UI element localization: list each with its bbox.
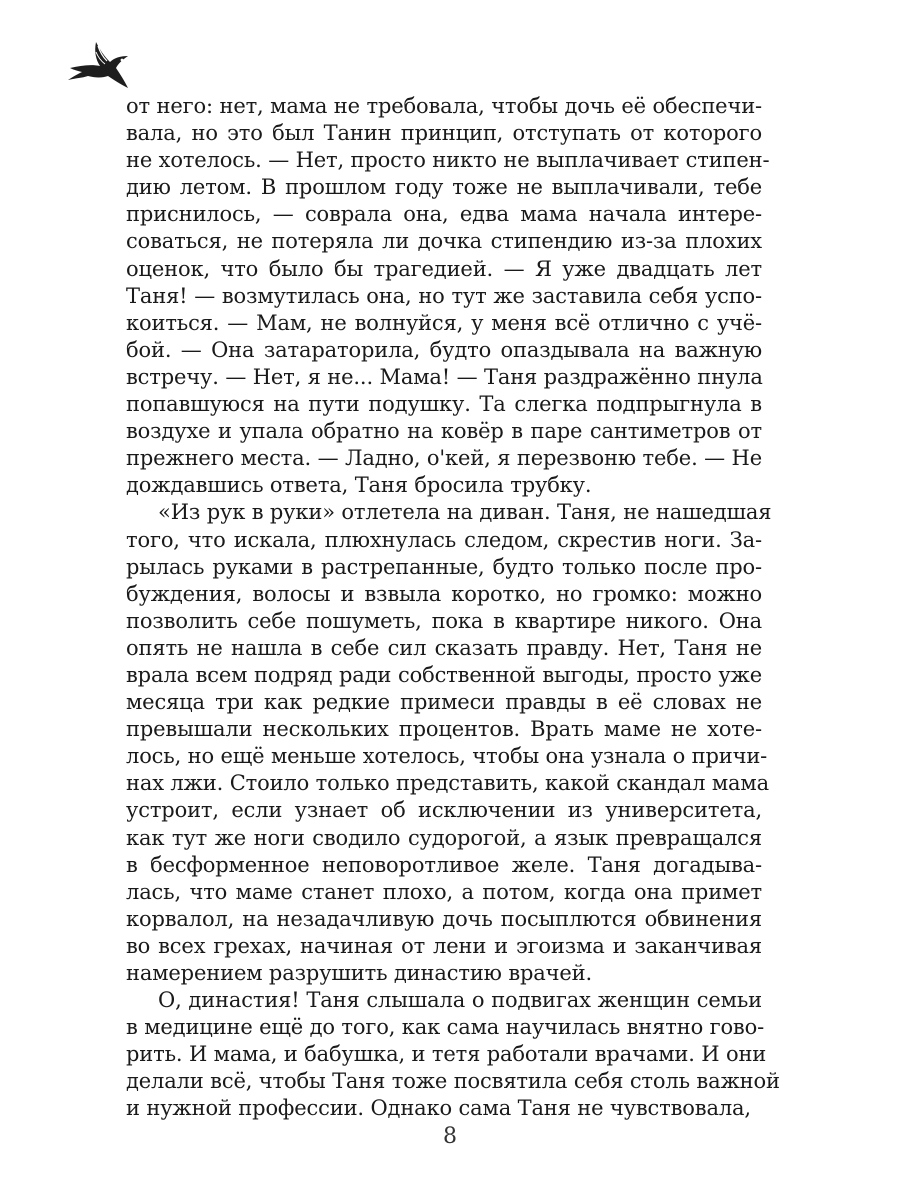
text-line: врала всем подряд ради собственной выгоды, просто уже [126,662,762,687]
swallow-icon [66,38,132,90]
text-line: опять не нашла в себе сил сказать правду. Нет, Таня не [126,635,762,660]
text-line: как тут же ноги сводило судорогой, а язык превращался [126,825,762,850]
text-line: в медицине ещё до того, как сама научилась внятно гово- [126,1015,765,1040]
text-line: «Из рук в руки» отлетела на диван. Таня, не нашедшая [158,500,772,525]
text-line: приснилось, — соврала она, едва мама начала интере- [126,202,762,227]
text-line: и нужной профессии. Однако сама Таня не чувствовала, [126,1096,751,1121]
text-line: дию летом. В прошлом году тоже не выплачивали, тебе [126,175,762,200]
text-line: коиться. — Мам, не волнуйся, у меня всё отлично с учё- [126,310,762,335]
text-line: месяца три как редкие примеси правды в её словах не [126,690,762,715]
text-line: оценок, что было бы трагедией. — Я уже двадцать лет [126,256,762,281]
text-line: рить. И мама, и бабушка, и тетя работали врачами. И они [126,1042,767,1067]
text-line: не хотелось. — Нет, просто никто не выплачивает стипен- [126,148,770,173]
text-line: Таня! — возмутилась она, но тут же заставила себя успо- [126,283,762,308]
text-line: от него: нет, мама не требовала, чтобы дочь её обеспечи- [126,94,762,118]
text-line: попавшуюся на пути подушку. Та слегка подпрыгнула в [126,392,762,417]
text-line: дождавшись ответа, Таня бросила трубку. [126,473,592,498]
text-line: прежнего места. — Ладно, о'кей, я перезвоню тебе. — Не [126,446,762,471]
text-line: воздухе и упала обратно на ковёр в паре сантиметров от [126,419,762,444]
text-line: нах лжи. Стоило только представить, какой скандал мама [126,771,769,796]
text-line: лась, что маме станет плохо, а потом, когда она примет [126,879,762,904]
text-line: корвалол, на незадачливую дочь посыплются обвинения [126,906,762,931]
text-line: того, что искала, плюхнулась следом, скрестив ноги. За- [126,527,762,552]
paragraph-p3 [126,987,780,1122]
text-line: встречу. — Нет, я не... Мама! — Таня раздражённо пнула [126,364,763,389]
paragraph-p2 [126,499,772,987]
text-line: делали всё, чтобы Таня тоже посвятила себя столь важной [126,1069,780,1094]
text-line: вала, но это был Танин принцип, отступать от которого [126,121,762,146]
text-line: в бесформенное неповоротливое желе. Таня догадыва- [126,852,762,877]
text-line: буждения, волосы и взвыла коротко, но громко: можно [126,581,762,606]
paragraph-p1 [126,93,770,499]
text-line: позволить себе пошуметь, пока в квартире никого. Она [126,608,762,633]
text-line: во всех грехах, начиная от лени и эгоизма и заканчивая [126,933,762,958]
text-line: намерением разрушить династию врачей. [126,961,593,985]
page-number: 8 [443,1124,457,1149]
text-line: рылась руками в растрепанные, будто только после про- [126,554,762,579]
text-line: бой. — Она затараторила, будто опаздывала на важную [126,337,762,362]
text-line: устроит, если узнает об исключении из университета, [126,798,762,823]
body-text [126,93,780,1123]
text-line: превышали нескольких процентов. Врать маме не хоте- [126,717,762,742]
text-line: лось, но ещё меньше хотелось, чтобы она узнала о причи- [126,744,768,769]
text-line: О, династия! Таня слышала о подвигах женщин семьи [158,988,762,1013]
text-line: соваться, не потеряла ли дочка стипендию из-за плохих [126,229,762,254]
